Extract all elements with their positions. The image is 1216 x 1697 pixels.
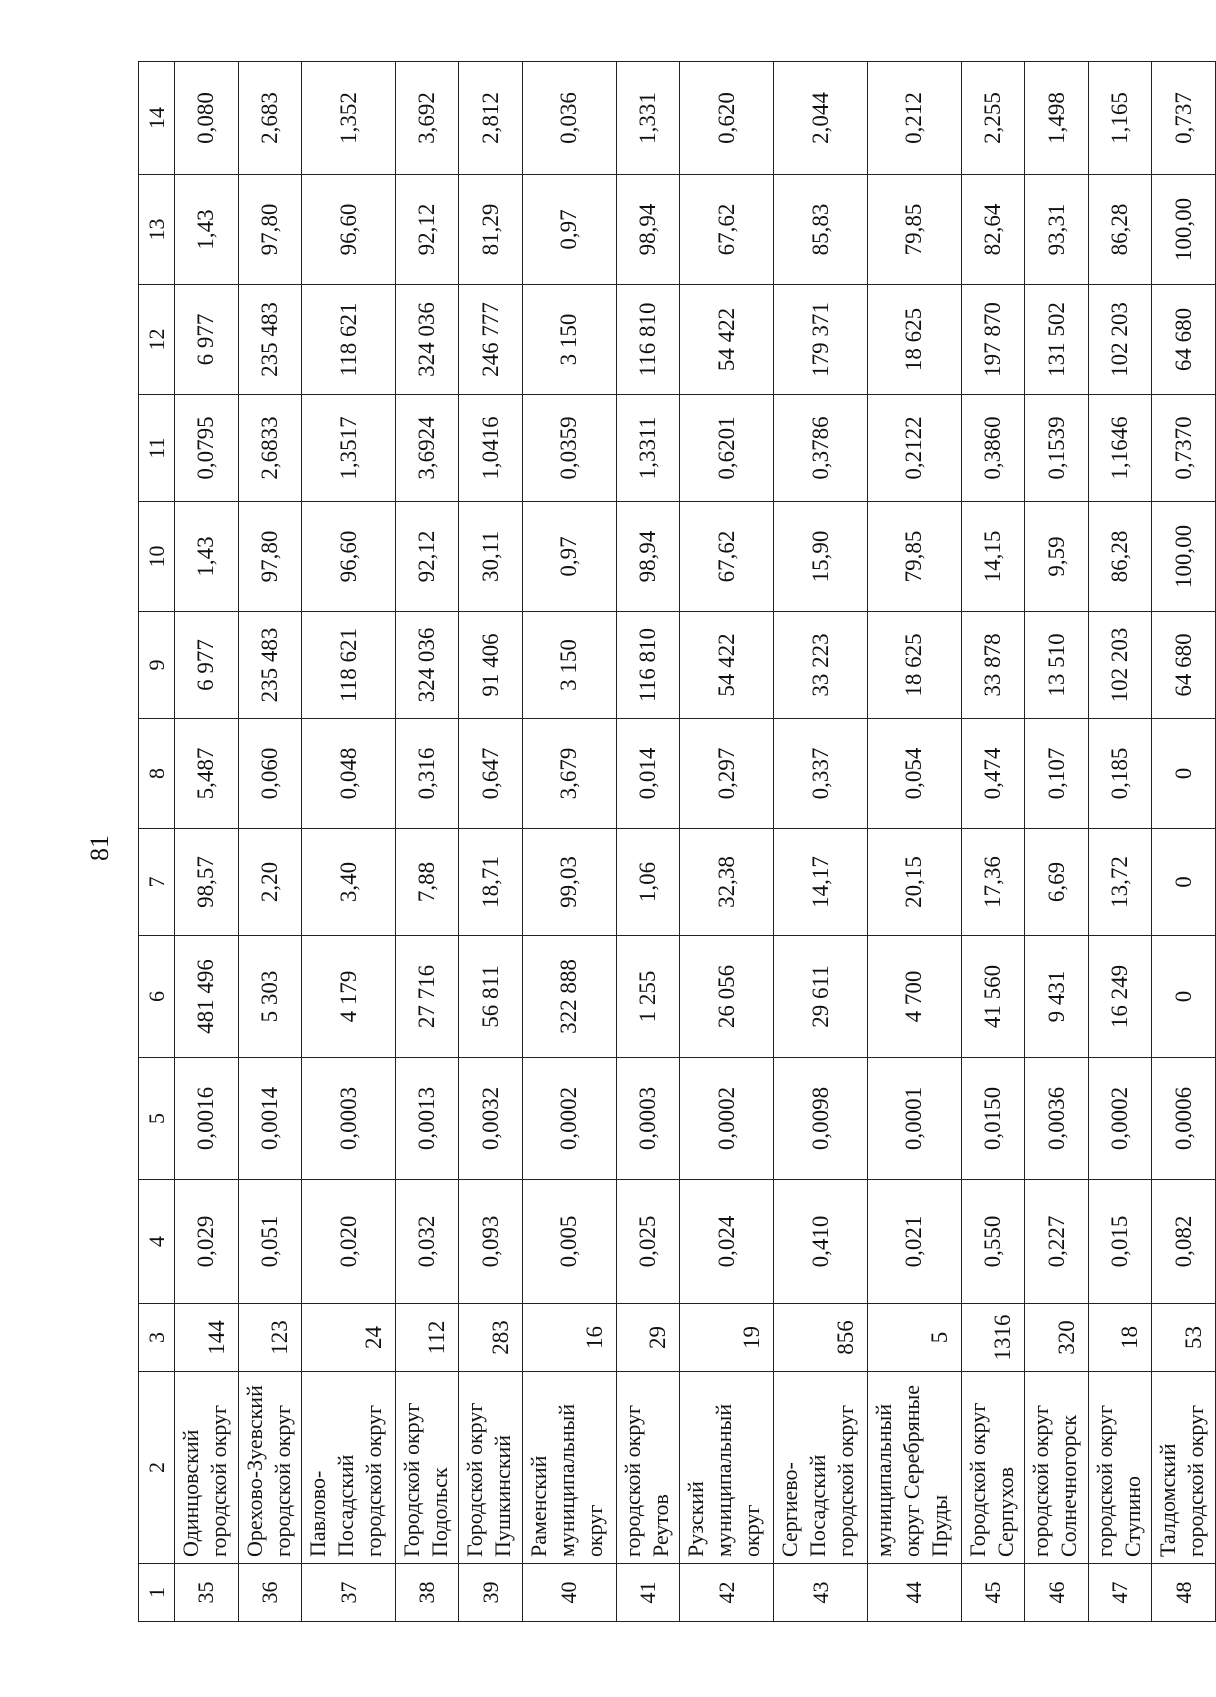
table-cell: 0,97 bbox=[523, 175, 617, 285]
table-cell: 1,3517 bbox=[302, 395, 396, 502]
table-cell: 16 bbox=[523, 1304, 617, 1372]
table-row bbox=[867, 62, 961, 1622]
column-header: 7 bbox=[139, 829, 175, 936]
table-cell: 0,048 bbox=[302, 719, 396, 829]
table-cell: 0,015 bbox=[1088, 1180, 1152, 1304]
table-cell: 1,1646 bbox=[1088, 395, 1152, 502]
table-row bbox=[1088, 62, 1152, 1622]
table-cell: 79,85 bbox=[867, 502, 961, 612]
table-cell: 112 bbox=[395, 1304, 459, 1372]
table-cell: 0,474 bbox=[961, 719, 1025, 829]
table-cell: 18,71 bbox=[459, 829, 523, 936]
municipality-name-cell: Сергиево-Посадский городской округ bbox=[774, 1372, 868, 1564]
table-cell: 0,3860 bbox=[961, 395, 1025, 502]
municipality-name-cell: муниципальный округ Серебряные Пруды bbox=[867, 1372, 961, 1564]
rotated-table-container bbox=[138, 62, 1216, 1622]
table-cell: 0,0002 bbox=[1088, 1058, 1152, 1180]
table-cell: 102 203 bbox=[1088, 612, 1152, 719]
table-cell: 64 680 bbox=[1152, 285, 1216, 395]
table-cell: 29 bbox=[616, 1304, 680, 1372]
table-cell: 93,31 bbox=[1025, 175, 1089, 285]
table-cell: 29 611 bbox=[774, 936, 868, 1058]
table-cell: 0,227 bbox=[1025, 1180, 1089, 1304]
municipality-name-cell: Одинцовский городской округ bbox=[175, 1372, 239, 1564]
table-cell: 79,85 bbox=[867, 175, 961, 285]
table-cell: 98,57 bbox=[175, 829, 239, 936]
table-cell: 97,80 bbox=[238, 502, 302, 612]
data-table bbox=[138, 61, 1216, 1622]
table-cell: 2,683 bbox=[238, 62, 302, 175]
table-cell: 0,0002 bbox=[523, 1058, 617, 1180]
table-cell: 0,737 bbox=[1152, 62, 1216, 175]
table-cell: 0,020 bbox=[302, 1180, 396, 1304]
municipality-name-cell: Городской округ Серпухов bbox=[961, 1372, 1025, 1564]
table-cell: 0,0036 bbox=[1025, 1058, 1089, 1180]
table-cell: 0,212 bbox=[867, 62, 961, 175]
table-cell: 98,94 bbox=[616, 502, 680, 612]
table-row bbox=[1152, 62, 1216, 1622]
table-cell: 6 977 bbox=[175, 612, 239, 719]
table-cell: 97,80 bbox=[238, 175, 302, 285]
table-cell: 54 422 bbox=[680, 285, 774, 395]
table-cell: 0,0359 bbox=[523, 395, 617, 502]
table-cell: 856 bbox=[774, 1304, 868, 1372]
column-header: 12 bbox=[139, 285, 175, 395]
column-header: 2 bbox=[139, 1372, 175, 1564]
table-cell: 5 303 bbox=[238, 936, 302, 1058]
row-number-cell: 35 bbox=[175, 1564, 239, 1622]
column-header: 1 bbox=[139, 1564, 175, 1622]
table-cell: 0,0003 bbox=[616, 1058, 680, 1180]
table-cell: 2,20 bbox=[238, 829, 302, 936]
table-cell: 24 bbox=[302, 1304, 396, 1372]
table-cell: 102 203 bbox=[1088, 285, 1152, 395]
table-cell: 1,352 bbox=[302, 62, 396, 175]
table-cell: 0,021 bbox=[867, 1180, 961, 1304]
row-number-cell: 46 bbox=[1025, 1564, 1089, 1622]
table-cell: 0,093 bbox=[459, 1180, 523, 1304]
table-cell: 0,029 bbox=[175, 1180, 239, 1304]
row-number-cell: 45 bbox=[961, 1564, 1025, 1622]
table-row bbox=[459, 62, 523, 1622]
table-cell: 5,487 bbox=[175, 719, 239, 829]
row-number-cell: 47 bbox=[1088, 1564, 1152, 1622]
table-cell: 179 371 bbox=[774, 285, 868, 395]
table-cell: 100,00 bbox=[1152, 175, 1216, 285]
table-cell: 0,550 bbox=[961, 1180, 1025, 1304]
table-cell: 0,060 bbox=[238, 719, 302, 829]
table-row bbox=[395, 62, 459, 1622]
table-cell: 33 878 bbox=[961, 612, 1025, 719]
table-cell: 0,0014 bbox=[238, 1058, 302, 1180]
table-cell: 67,62 bbox=[680, 175, 774, 285]
table-row bbox=[175, 62, 239, 1622]
table-cell: 0,036 bbox=[523, 62, 617, 175]
table-cell: 33 223 bbox=[774, 612, 868, 719]
table-cell: 0,014 bbox=[616, 719, 680, 829]
table-cell: 16 249 bbox=[1088, 936, 1152, 1058]
table-cell: 0 bbox=[1152, 829, 1216, 936]
table-cell: 18 625 bbox=[867, 285, 961, 395]
row-number-cell: 48 bbox=[1152, 1564, 1216, 1622]
table-cell: 144 bbox=[175, 1304, 239, 1372]
municipality-name-cell: Рузский муниципальный округ bbox=[680, 1372, 774, 1564]
table-cell: 0,054 bbox=[867, 719, 961, 829]
municipality-name-cell: Городской округ Пушкинский bbox=[459, 1372, 523, 1564]
table-cell: 82,64 bbox=[961, 175, 1025, 285]
table-cell: 64 680 bbox=[1152, 612, 1216, 719]
table-cell: 3 150 bbox=[523, 612, 617, 719]
table-row bbox=[680, 62, 774, 1622]
table-cell: 86,28 bbox=[1088, 502, 1152, 612]
table-cell: 0,0013 bbox=[395, 1058, 459, 1180]
table-cell: 7,88 bbox=[395, 829, 459, 936]
table-cell: 0,2122 bbox=[867, 395, 961, 502]
table-cell: 85,83 bbox=[774, 175, 868, 285]
table-cell: 1,43 bbox=[175, 502, 239, 612]
table-cell: 4 179 bbox=[302, 936, 396, 1058]
table-cell: 0,7370 bbox=[1152, 395, 1216, 502]
table-cell: 14,15 bbox=[961, 502, 1025, 612]
table-cell: 0,97 bbox=[523, 502, 617, 612]
table-cell: 54 422 bbox=[680, 612, 774, 719]
column-header: 4 bbox=[139, 1180, 175, 1304]
table-cell: 118 621 bbox=[302, 612, 396, 719]
table-cell: 324 036 bbox=[395, 612, 459, 719]
table-cell: 14,17 bbox=[774, 829, 868, 936]
table-cell: 0,647 bbox=[459, 719, 523, 829]
table-cell: 15,90 bbox=[774, 502, 868, 612]
table-cell: 92,12 bbox=[395, 175, 459, 285]
table-cell: 116 810 bbox=[616, 612, 680, 719]
row-number-cell: 36 bbox=[238, 1564, 302, 1622]
table-cell: 324 036 bbox=[395, 285, 459, 395]
table-cell: 6,69 bbox=[1025, 829, 1089, 936]
table-cell: 92,12 bbox=[395, 502, 459, 612]
table-cell: 0,297 bbox=[680, 719, 774, 829]
table-cell: 1316 bbox=[961, 1304, 1025, 1372]
table-cell: 0,337 bbox=[774, 719, 868, 829]
table-cell: 0 bbox=[1152, 719, 1216, 829]
table-cell: 0,0795 bbox=[175, 395, 239, 502]
table-cell: 26 056 bbox=[680, 936, 774, 1058]
table-cell: 18 bbox=[1088, 1304, 1152, 1372]
table-cell: 3,692 bbox=[395, 62, 459, 175]
municipality-name-cell: городской округ Солнечногорск bbox=[1025, 1372, 1089, 1564]
table-cell: 96,60 bbox=[302, 502, 396, 612]
table-cell: 0,024 bbox=[680, 1180, 774, 1304]
table-cell: 41 560 bbox=[961, 936, 1025, 1058]
table-cell: 0,0016 bbox=[175, 1058, 239, 1180]
table-row bbox=[1025, 62, 1089, 1622]
column-header: 5 bbox=[139, 1058, 175, 1180]
column-header: 9 bbox=[139, 612, 175, 719]
table-cell: 0,025 bbox=[616, 1180, 680, 1304]
table-cell: 32,38 bbox=[680, 829, 774, 936]
table-cell: 0,0150 bbox=[961, 1058, 1025, 1180]
table-cell: 91 406 bbox=[459, 612, 523, 719]
table-cell: 6 977 bbox=[175, 285, 239, 395]
table-cell: 283 bbox=[459, 1304, 523, 1372]
table-cell: 0,0032 bbox=[459, 1058, 523, 1180]
table-cell: 19 bbox=[680, 1304, 774, 1372]
table-cell: 246 777 bbox=[459, 285, 523, 395]
table-body bbox=[175, 62, 1216, 1622]
column-header: 10 bbox=[139, 502, 175, 612]
row-number-cell: 44 bbox=[867, 1564, 961, 1622]
table-cell: 0,0003 bbox=[302, 1058, 396, 1180]
table-cell: 0,316 bbox=[395, 719, 459, 829]
table-cell: 2,044 bbox=[774, 62, 868, 175]
table-cell: 0,005 bbox=[523, 1180, 617, 1304]
table-row bbox=[302, 62, 396, 1622]
table-row bbox=[961, 62, 1025, 1622]
table-cell: 0,107 bbox=[1025, 719, 1089, 829]
table-cell: 1 255 bbox=[616, 936, 680, 1058]
table-cell: 98,94 bbox=[616, 175, 680, 285]
table-cell: 18 625 bbox=[867, 612, 961, 719]
table-cell: 3,679 bbox=[523, 719, 617, 829]
table-cell: 2,812 bbox=[459, 62, 523, 175]
table-cell: 2,6833 bbox=[238, 395, 302, 502]
header-row bbox=[139, 62, 175, 1622]
column-header: 6 bbox=[139, 936, 175, 1058]
table-cell: 1,331 bbox=[616, 62, 680, 175]
table-cell: 4 700 bbox=[867, 936, 961, 1058]
municipality-name-cell: городской округ Ступино bbox=[1088, 1372, 1152, 1564]
column-header: 14 bbox=[139, 62, 175, 175]
table-cell: 1,43 bbox=[175, 175, 239, 285]
table-cell: 20,15 bbox=[867, 829, 961, 936]
municipality-name-cell: Городской округ Подольск bbox=[395, 1372, 459, 1564]
table-cell: 1,165 bbox=[1088, 62, 1152, 175]
table-cell: 13,72 bbox=[1088, 829, 1152, 936]
column-header: 11 bbox=[139, 395, 175, 502]
table-cell: 235 483 bbox=[238, 612, 302, 719]
table-cell: 0 bbox=[1152, 936, 1216, 1058]
municipality-name-cell: Раменский муниципальный округ bbox=[523, 1372, 617, 1564]
table-row bbox=[616, 62, 680, 1622]
table-cell: 100,00 bbox=[1152, 502, 1216, 612]
table-cell: 0,0006 bbox=[1152, 1058, 1216, 1180]
table-cell: 81,29 bbox=[459, 175, 523, 285]
table-cell: 0,051 bbox=[238, 1180, 302, 1304]
table-cell: 0,6201 bbox=[680, 395, 774, 502]
table-cell: 27 716 bbox=[395, 936, 459, 1058]
table-cell: 1,3311 bbox=[616, 395, 680, 502]
table-cell: 0,082 bbox=[1152, 1180, 1216, 1304]
table-cell: 9,59 bbox=[1025, 502, 1089, 612]
table-cell: 17,36 bbox=[961, 829, 1025, 936]
table-cell: 118 621 bbox=[302, 285, 396, 395]
table-cell: 2,255 bbox=[961, 62, 1025, 175]
table-cell: 235 483 bbox=[238, 285, 302, 395]
municipality-name-cell: Павлово- Посадский городской округ bbox=[302, 1372, 396, 1564]
page-number: 81 bbox=[85, 835, 114, 861]
table-cell: 0,410 bbox=[774, 1180, 868, 1304]
row-number-cell: 41 bbox=[616, 1564, 680, 1622]
column-header: 13 bbox=[139, 175, 175, 285]
table-cell: 3,40 bbox=[302, 829, 396, 936]
table-cell: 0,1539 bbox=[1025, 395, 1089, 502]
table-cell: 86,28 bbox=[1088, 175, 1152, 285]
column-header: 8 bbox=[139, 719, 175, 829]
table-cell: 13 510 bbox=[1025, 612, 1089, 719]
table-cell: 0,032 bbox=[395, 1180, 459, 1304]
row-number-cell: 37 bbox=[302, 1564, 396, 1622]
table-row bbox=[523, 62, 617, 1622]
table-cell: 67,62 bbox=[680, 502, 774, 612]
table-cell: 131 502 bbox=[1025, 285, 1089, 395]
row-number-cell: 38 bbox=[395, 1564, 459, 1622]
table-cell: 3 150 bbox=[523, 285, 617, 395]
table-cell: 123 bbox=[238, 1304, 302, 1372]
table-cell: 1,06 bbox=[616, 829, 680, 936]
table-cell: 481 496 bbox=[175, 936, 239, 1058]
table-cell: 0,3786 bbox=[774, 395, 868, 502]
table-cell: 1,0416 bbox=[459, 395, 523, 502]
table-cell: 0,0098 bbox=[774, 1058, 868, 1180]
row-number-cell: 40 bbox=[523, 1564, 617, 1622]
row-number-cell: 39 bbox=[459, 1564, 523, 1622]
table-cell: 5 bbox=[867, 1304, 961, 1372]
table-cell: 1,498 bbox=[1025, 62, 1089, 175]
table-cell: 0,185 bbox=[1088, 719, 1152, 829]
row-number-cell: 43 bbox=[774, 1564, 868, 1622]
table-row bbox=[774, 62, 868, 1622]
municipality-name-cell: Талдомский городской округ bbox=[1152, 1372, 1216, 1564]
row-number-cell: 42 bbox=[680, 1564, 774, 1622]
table-cell: 30,11 bbox=[459, 502, 523, 612]
table-cell: 99,03 bbox=[523, 829, 617, 936]
table-cell: 53 bbox=[1152, 1304, 1216, 1372]
table-cell: 116 810 bbox=[616, 285, 680, 395]
table-cell: 197 870 bbox=[961, 285, 1025, 395]
table-row bbox=[238, 62, 302, 1622]
table-cell: 3,6924 bbox=[395, 395, 459, 502]
table-cell: 9 431 bbox=[1025, 936, 1089, 1058]
municipality-name-cell: Орехово-Зуевский городской округ bbox=[238, 1372, 302, 1564]
municipality-name-cell: городской округ Реутов bbox=[616, 1372, 680, 1564]
table-cell: 322 888 bbox=[523, 936, 617, 1058]
table-cell: 0,0002 bbox=[680, 1058, 774, 1180]
table-cell: 0,0001 bbox=[867, 1058, 961, 1180]
table-cell: 56 811 bbox=[459, 936, 523, 1058]
table-cell: 320 bbox=[1025, 1304, 1089, 1372]
table-cell: 96,60 bbox=[302, 175, 396, 285]
column-header: 3 bbox=[139, 1304, 175, 1372]
table-cell: 0,080 bbox=[175, 62, 239, 175]
table-cell: 0,620 bbox=[680, 62, 774, 175]
